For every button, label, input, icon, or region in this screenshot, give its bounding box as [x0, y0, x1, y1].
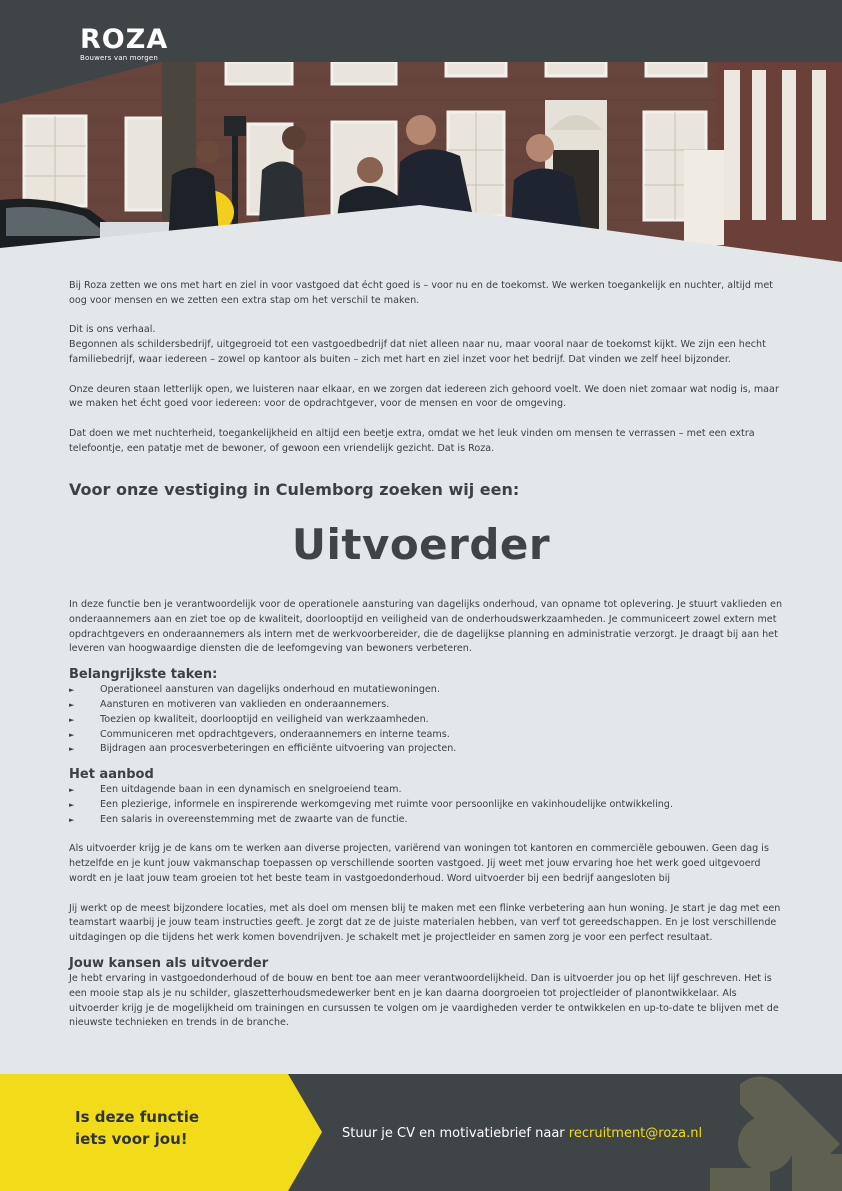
bullet-arrow-icon: ►	[69, 800, 75, 809]
send-text: Stuur je CV en motivatiebrief naar	[342, 1126, 569, 1141]
footer-banner	[0, 1074, 842, 1191]
list-item: ► Bijdragen aan procesverbeteringen en efficiënte uitvoering van projecten.	[69, 742, 787, 757]
intro-paragraph: Dit is ons verhaal.	[69, 324, 156, 336]
bullet-arrow-icon: ►	[69, 730, 75, 739]
list-item: ► Communiceren met opdrachtgevers, onderaannemers en interne teams.	[69, 728, 787, 743]
bullet-arrow-icon: ►	[69, 715, 75, 724]
intro-paragraph: Dat doen we met nuchterheid, toegankelijkheid en altijd een beetje extra, omdat we het leuk vinden om mensen te verrassen – met een extra telefoontje, een patatje met de bewoner, of gewoon een vriendelijk gezicht. Dat is Roza.	[69, 427, 755, 454]
logo-wordmark: ROZA	[80, 24, 169, 55]
list-item: ► Toezien op kwaliteit, doorlooptijd en veiligheid van werkzaamheden.	[69, 713, 787, 728]
chances-text: Je hebt ervaring in vastgoedonderhoud of de bouw en bent toe aan meer verantwoordelijkheid. Dan is uitvoerder jou op het lijf geschreven. Het is een mooie stap als je nu schilder, glaszetterhoudsmedewerker bent en je kan daarna doorgroeien tot projectleider of planontwikkelaar. Als uitvoerder krijg je de mogelijkheid om trainingen en cursussen te volgen om je vaardigheden verder te ontwikkelen en up-to-date te blijven met de nieuwste technieken en trends in de branche.	[69, 972, 779, 1029]
bullet-arrow-icon: ►	[69, 786, 75, 795]
roza-logo[interactable]	[80, 26, 168, 62]
intro-paragraph: Begonnen als schildersbedrijf, uitgegroeid tot een vastgoedbedrijf dat niet alleen naar nu, maar vooral naar de toekomst kijkt. We zijn een hecht familiebedrijf, waar iedereen – zowel op kantoor als buiten – zich met hart en ziel inzet voor het bedrijf. Dat vinden we zelf heel bijzonder.	[69, 339, 766, 365]
cta-line: iets voor jou!	[75, 1130, 188, 1148]
body-paragraph: Als uitvoerder krijg je de kans om te werken aan diverse projecten, variërend van woningen tot kantoren en commerciële gebouwen. Geen dag is hetzelfde en je kunt jouw vakmanschap toepassen op verschillende soorten vastgoed. Jij weet met jouw ervaring hoe het werk goed uitgevoerd wordt en je laat jouw team groeien tot het beste team in vastgoedonderhoud. Word uitvoerder bij een bedrijf aangesloten bij	[69, 843, 769, 884]
logo-tagline: Bouwers van morgen	[80, 54, 159, 62]
job-details	[69, 598, 787, 1031]
bullet-arrow-icon: ►	[69, 700, 75, 709]
body-paragraph: Jij werkt op de meest bijzondere locaties, met als doel om mensen blij te maken met een flinke verbetering aan hun woning. Je start je dag met een teamstart waarbij je jouw team instructies geeft. Je zorgt dat ze de juiste materialen hebben, van verf tot gereedschappen. En je lost verschillende uitdagingen op die tijdens het werk komen bovendrijven. Je schakelt met je projectleider en samen zorg je voor een perfect resultaat.	[69, 902, 781, 944]
footer-contact	[342, 1126, 702, 1141]
offer-heading: Het aanbod	[69, 767, 154, 783]
vacancy-subheading: Voor onze vestiging in Culemborg zoeken wij een:	[69, 480, 520, 499]
bullet-arrow-icon: ►	[69, 686, 75, 695]
list-item: ► Een plezierige, informele en inspirerende werkomgeving met ruimte voor persoonlijke en vakinhoudelijke ontwikkeling.	[69, 798, 787, 813]
recruitment-email-link[interactable]: recruitment@roza.nl	[568, 1126, 703, 1141]
tasks-list	[69, 683, 787, 757]
job-title: Uitvoerder	[291, 520, 551, 569]
list-item: ► Aansturen en motiveren van vaklieden en onderaannemers.	[69, 698, 787, 713]
intro-section	[69, 279, 787, 457]
list-item: ► Operationeel aansturen van dagelijks onderhoud en mutatiewoningen.	[69, 683, 787, 698]
tasks-heading: Belangrijkste taken:	[69, 667, 218, 683]
list-item: ► Een salaris in overeenstemming met de zwaarte van de functie.	[69, 813, 787, 828]
footer-decoration-icon	[700, 1074, 842, 1191]
footer-cta-heading	[75, 1106, 199, 1150]
chances-heading: Jouw kansen als uitvoerder	[69, 955, 269, 971]
intro-paragraph: Onze deuren staan letterlijk open, we luisteren naar elkaar, en we zorgen dat iedereen zich gehoord voelt. We doen niet zomaar wat nodig is, maar we maken het écht goed voor iedereen: voor de opdrachtgever, voor de mensen en voor de omgeving.	[69, 383, 779, 410]
bullet-arrow-icon: ►	[69, 815, 75, 824]
cta-line: Is deze functie	[75, 1108, 200, 1126]
offer-list	[69, 783, 787, 827]
bullet-arrow-icon: ►	[69, 745, 75, 754]
list-item: ► Een uitdagende baan in een dynamisch en snelgroeiend team.	[69, 783, 787, 798]
job-description: In deze functie ben je verantwoordelijk voor de operationele aansturing van dagelijks onderhoud, van opname tot oplevering. Je stuurt vaklieden en onderaannemers aan en ziet toe op de kwaliteit, doorlooptijd en veiligheid van de onderhoudswerkzaamheden. Je communiceert zowel extern met opdrachtgevers en onderaannemers als intern met de werkvoorbereider, die de dagelijkse planning en administratie verzorgt. Je draagt bij aan het leveren van hoogwaardige diensten die de leefomgeving van bewoners verbeteren.	[69, 599, 783, 655]
intro-paragraph: Bij Roza zetten we ons met hart en ziel in voor vastgoed dat écht goed is – voor nu en de toekomst. We werken toegankelijk en nuchter, altijd met oog voor mensen en we zetten een extra stap om het verschil te maken.	[69, 280, 774, 306]
